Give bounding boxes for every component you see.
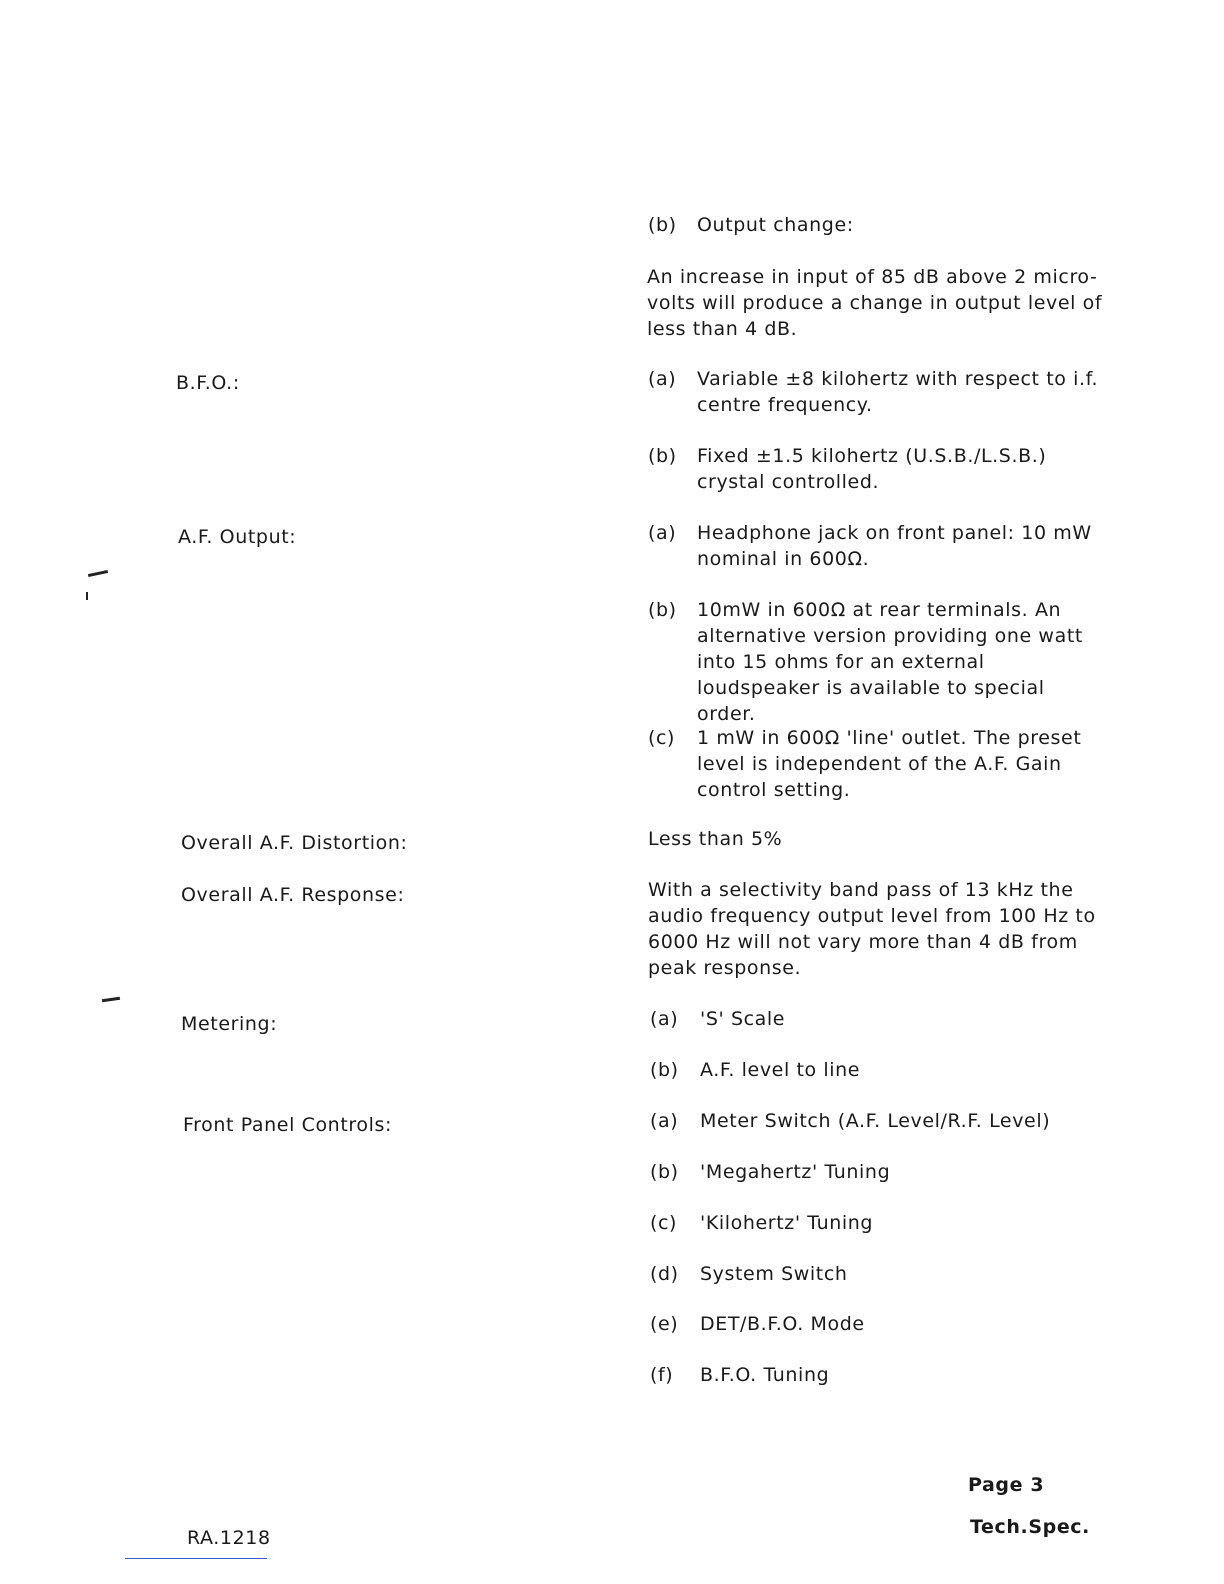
- item-label: (f): [650, 1364, 674, 1386]
- item-text: Variable ±8 kilohertz with respect to i.f. centre frequency.: [697, 368, 1099, 416]
- item-text: Headphone jack on front panel: 10 mW nominal in 600Ω.: [697, 522, 1092, 570]
- item-label: (d): [650, 1263, 679, 1285]
- response-paragraph: With a selectivity band pass of 13 kHz the audio frequency output level from 100 Hz to 6000 Hz will not vary more than 4 dB from peak response.: [648, 879, 1096, 979]
- item-text: System Switch: [700, 1263, 848, 1285]
- item-text: 'Kilohertz' Tuning: [700, 1212, 874, 1234]
- distortion-value: Less than 5%: [648, 828, 783, 850]
- item-label: (a): [648, 522, 677, 544]
- item-text: 'Megahertz' Tuning: [700, 1161, 891, 1183]
- item-label: (a): [648, 368, 677, 390]
- model-number: RA.1218: [187, 1527, 271, 1549]
- item-label: (a): [650, 1110, 679, 1132]
- front-panel-heading: Front Panel Controls:: [183, 1114, 392, 1136]
- output-change-paragraph: An increase in input of 85 dB above 2 micro-volts will produce a change in output level of less than 4 dB.: [647, 266, 1103, 340]
- af-output-heading: A.F. Output:: [178, 526, 297, 548]
- item-text: A.F. level to line: [700, 1059, 861, 1081]
- item-text: 10mW in 600Ω at rear terminals. An alternative version providing one watt into 15 ohms for an external loudspeaker is available to special order.: [697, 599, 1083, 725]
- item-label: (b): [648, 599, 677, 621]
- page-number: Page 3: [968, 1474, 1045, 1496]
- scan-mark: [88, 570, 108, 577]
- item-label: (e): [650, 1313, 679, 1335]
- distortion-heading: Overall A.F. Distortion:: [181, 832, 408, 854]
- item-text: B.F.O. Tuning: [700, 1364, 830, 1386]
- metering-heading: Metering:: [181, 1013, 278, 1035]
- item-text: Output change:: [697, 214, 854, 236]
- scan-mark: [102, 997, 120, 1002]
- response-heading: Overall A.F. Response:: [181, 884, 405, 906]
- item-text: 'S' Scale: [700, 1008, 786, 1030]
- document-type: Tech.Spec.: [970, 1516, 1090, 1538]
- bfo-heading: B.F.O.:: [176, 372, 240, 394]
- item-text: Fixed ±1.5 kilohertz (U.S.B./L.S.B.) crystal controlled.: [697, 445, 1047, 493]
- item-label: (b): [648, 214, 677, 236]
- footer-rule: [125, 1558, 267, 1559]
- item-label: (c): [648, 727, 676, 749]
- item-label: (b): [650, 1059, 679, 1081]
- item-text: Meter Switch (A.F. Level/R.F. Level): [700, 1110, 1051, 1132]
- scan-mark: [86, 592, 88, 600]
- item-label: (b): [650, 1161, 679, 1183]
- item-label: (a): [650, 1008, 679, 1030]
- item-text: DET/B.F.O. Mode: [700, 1313, 865, 1335]
- item-label: (c): [650, 1212, 678, 1234]
- item-text: 1 mW in 600Ω 'line' outlet. The preset level is independent of the A.F. Gain control setting.: [697, 727, 1082, 801]
- item-label: (b): [648, 445, 677, 467]
